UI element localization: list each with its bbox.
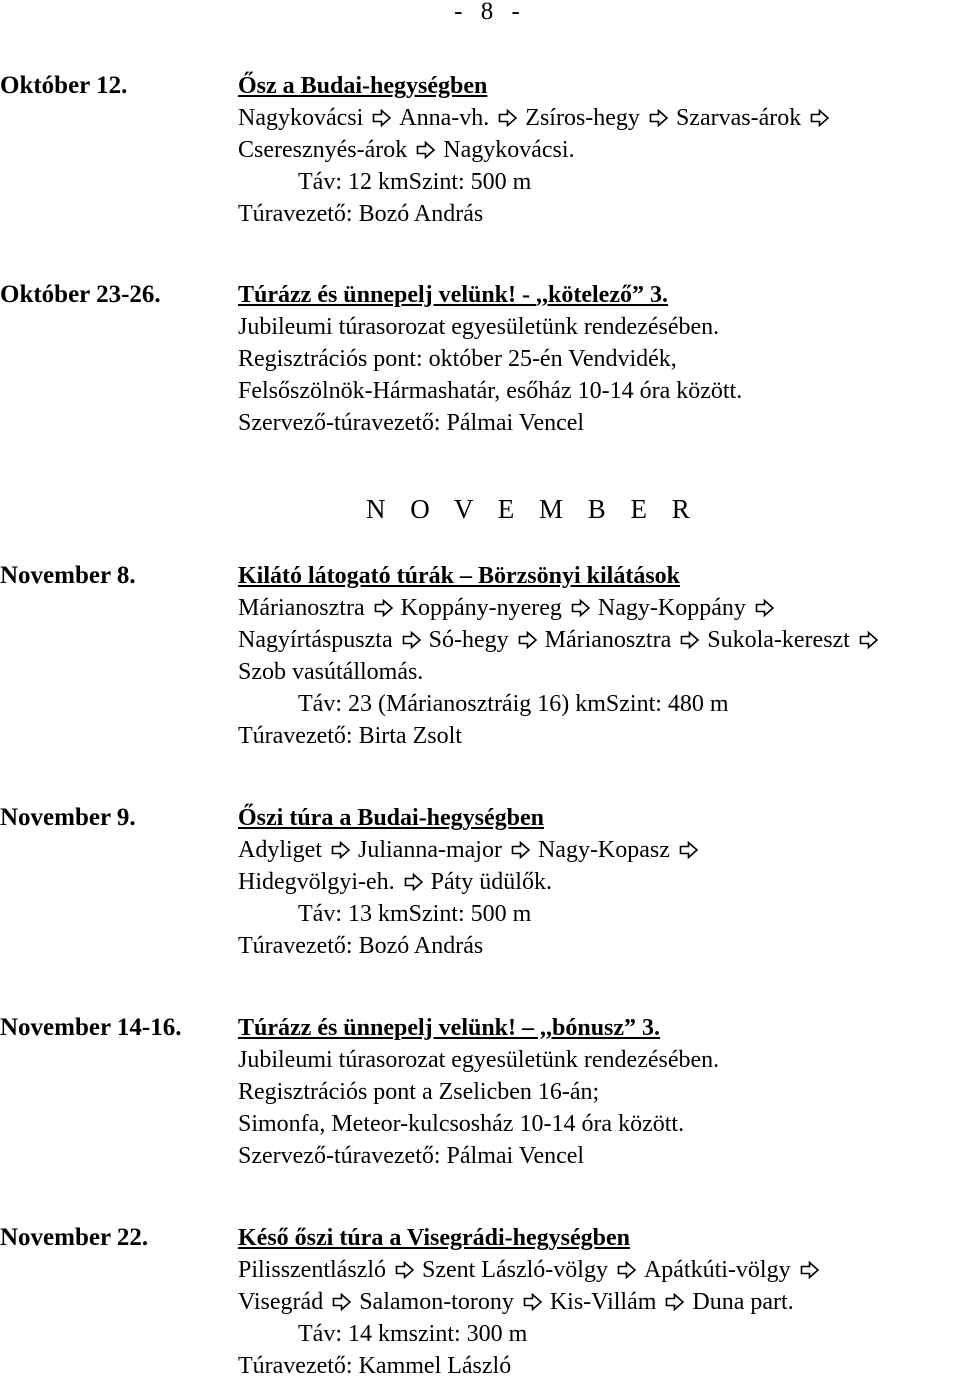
elevation: Szint: 500 m [408,169,532,195]
route-stop: Szarvas-árok [675,105,802,131]
route-line [238,834,706,866]
arrow-right-icon [332,1288,352,1320]
route-stop: Nagykovácsi [238,105,364,131]
route-line [238,592,886,624]
route-stop: Duna part. [692,1289,794,1315]
distance: Táv: 14 km [298,1321,409,1347]
arrow-right-icon [680,626,700,658]
organizer: Szervező-túravezető: Pálmai Vencel [238,1143,585,1169]
route-stop: Pilisszentlászló [238,1257,386,1283]
elevation: szint: 300 m [408,1321,528,1347]
arrow-right-icon [523,1288,543,1320]
route-line [238,866,706,898]
event-date: Október 12. [0,72,128,99]
event-block [238,279,742,439]
route-line: Szob vasútállomás. [238,659,424,685]
route-stop: Apátkúti-völgy [643,1257,791,1283]
info-line: Regisztrációs pont: október 25-én Vendvidék, [238,346,677,372]
distance-line [238,898,706,930]
tour-leader: Túravezető: Bozó András [238,933,484,959]
route-stop: Sukola-kereszt [707,627,850,653]
route-stop: Julianna-major [358,837,502,863]
route-stop: Salamon-torony [359,1289,514,1315]
distance: Táv: 12 km [298,169,409,195]
route-line [238,624,886,656]
month-heading: N O V E M B E R [366,494,699,524]
event-date: November 22. [0,1224,149,1251]
arrow-right-icon [402,626,422,658]
route-stop: Márianosztra [544,627,672,653]
route-stop: Visegrád [238,1289,324,1315]
tour-leader: Túravezető: Birta Zsolt [238,723,462,749]
event-date: November 14-16. [0,1014,182,1041]
arrow-right-icon [404,868,424,900]
route-line [238,102,837,134]
arrow-right-icon [755,594,775,626]
distance-line [238,688,886,720]
arrow-right-icon [810,104,830,136]
event-title: Túrázz és ünnepelj velünk! – ,,bónusz” 3. [238,1015,661,1041]
route-stop: Nagykovácsi. [443,137,575,163]
tour-leader: Túravezető: Bozó András [238,201,484,227]
arrow-right-icon [395,1256,415,1288]
arrow-right-icon [331,836,351,868]
arrow-right-icon [800,1256,820,1288]
route-stop: Koppány-nyereg [400,595,562,621]
event-title: Őszi túra a Budai-hegységben [238,805,545,831]
page-number: - 8 - [454,0,526,25]
tour-leader: Túravezető: Kammel László [238,1353,512,1379]
info-line: Jubileumi túrasorozat egyesületünk rendezésében. [238,314,720,340]
event-title: Késő őszi túra a Visegrádi-hegységben [238,1225,630,1251]
arrow-right-icon [665,1288,685,1320]
event-date: November 9. [0,804,136,831]
arrow-right-icon [416,136,436,168]
event-date: Október 23-26. [0,281,161,308]
route-stop: Só-hegy [428,627,509,653]
event-block [238,70,837,230]
arrow-right-icon [511,836,531,868]
elevation: Szint: 480 m [605,691,729,717]
route-stop: Márianosztra [238,595,365,621]
event-date: November 8. [0,562,136,589]
route-stop: Cseresznyés-árok [238,137,408,163]
event-title: Kilátó látogató túrák – Börzsönyi kilátások [238,563,681,589]
route-stop: Zsíros-hegy [525,105,640,131]
distance: Táv: 23 (Márianosztráig 16) km [298,691,606,717]
route-stop: Páty üdülők. [430,869,552,895]
distance-line [238,1318,827,1350]
route-stop: Hidegvölgyi-eh. [238,869,395,895]
route-stop: Nagy-Koppány [597,595,746,621]
arrow-right-icon [617,1256,637,1288]
event-block [238,1222,827,1382]
event-title: Ősz a Budai-hegységben [238,73,488,99]
info-line: Simonfa, Meteor-kulcsosház 10-14 óra között. [238,1111,685,1137]
route-stop: Nagyírtáspuszta [238,627,393,653]
arrow-right-icon [498,104,518,136]
route-stop: Nagy-Kopasz [537,837,670,863]
arrow-right-icon [372,104,392,136]
arrow-right-icon [679,836,699,868]
event-block [238,560,886,752]
route-line [238,1254,827,1286]
route-line [238,1286,827,1318]
arrow-right-icon [518,626,538,658]
arrow-right-icon [859,626,879,658]
route-stop: Kis-Villám [549,1289,657,1315]
arrow-right-icon [649,104,669,136]
organizer: Szervező-túravezető: Pálmai Vencel [238,410,585,436]
route-stop: Adyliget [238,837,322,863]
route-stop: Anna-vh. [399,105,490,131]
event-title: Túrázz és ünnepelj velünk! - ,,kötelező” 3. [238,282,668,308]
distance-line [238,166,837,198]
info-line: Felsőszölnök-Hármashatár, esőház 10-14 óra között. [238,378,743,404]
info-line: Regisztrációs pont a Zselicben 16-án; [238,1079,600,1105]
route-line [238,134,837,166]
info-line: Jubileumi túrasorozat egyesületünk rendezésében. [238,1047,720,1073]
event-block [238,1012,719,1172]
distance: Táv: 13 km [298,901,409,927]
elevation: Szint: 500 m [408,901,532,927]
arrow-right-icon [571,594,591,626]
arrow-right-icon [374,594,394,626]
route-stop: Szent László-völgy [421,1257,608,1283]
event-block [238,802,706,962]
